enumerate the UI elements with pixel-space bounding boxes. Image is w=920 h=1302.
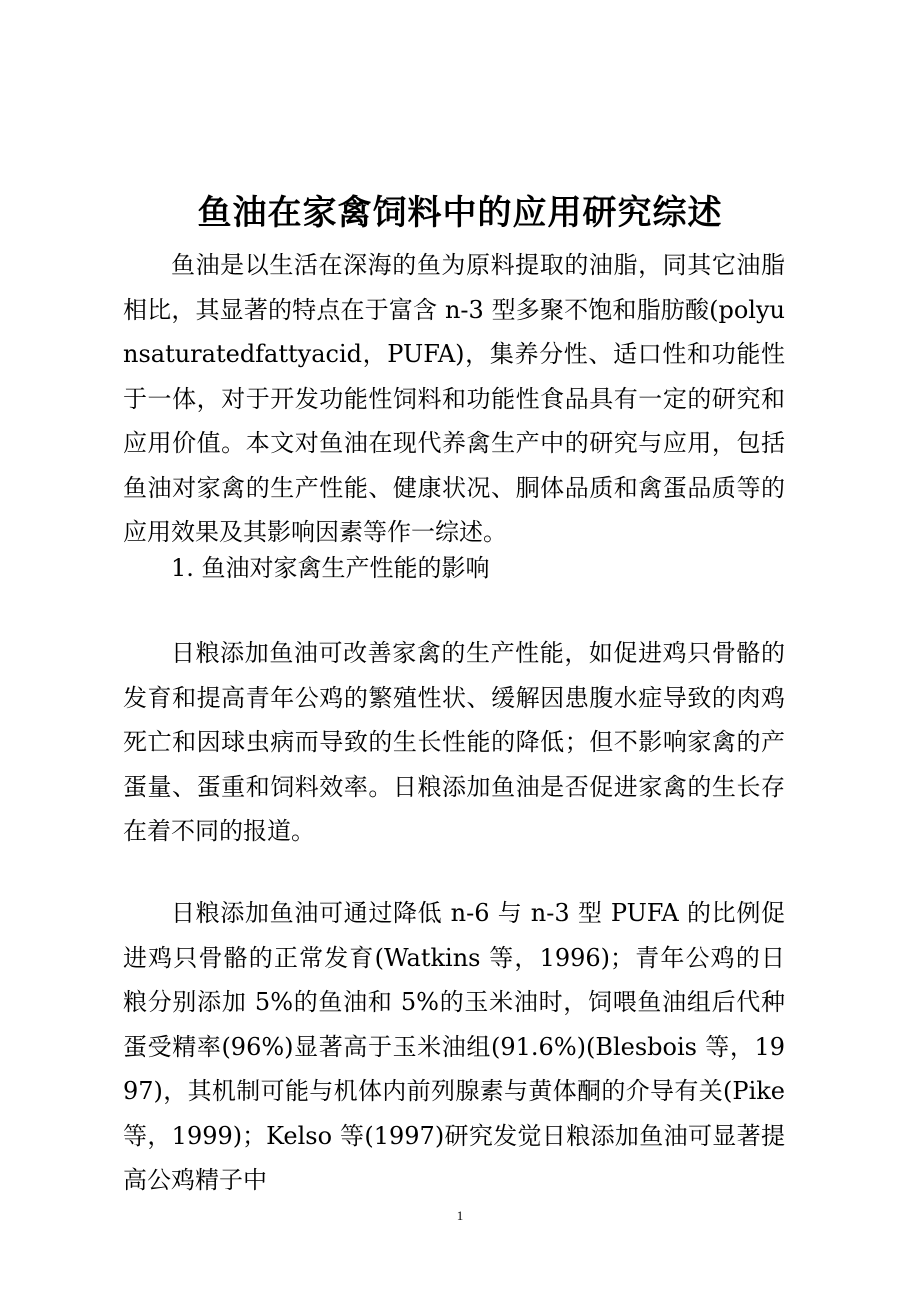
- document-title: 鱼油在家禽饲料中的应用研究综述: [197, 192, 723, 233]
- intro-paragraph: 鱼油是以生活在深海的鱼为原料提取的油脂，同其它油脂相比，其显著的特点在于富含 n-3 型多聚不饱和脂肪酸(polyunsaturatedfattyacid，PUFA)，集养分性、适口性和功能性于一体，对于开发功能性饲料和功能性食品具有一定的研究和应用价值。本文对鱼油在现代养禽生产中的研究与应用，包括鱼油对家禽的生产性能、健康状况、胴体品质和禽蛋品质等的应用效果及其影响因素等作一综述。: [123, 251, 785, 546]
- section-heading: 1. 鱼油对家禽生产性能的影响: [171, 554, 490, 582]
- body-paragraph-2: 日粮添加鱼油可通过降低 n-6 与 n-3 型 PUFA 的比例促进鸡只骨骼的正常发育(Watkins 等，1996)；青年公鸡的日粮分别添加 5%的鱼油和 5%的玉米油时，饲喂鱼油组后代种蛋受精率(96%)显著高于玉米油组(91.6%)(Blesbois 等，1997)，其机制可能与机体内前列腺素与黄体酮的介导有关(Pike 等，1999)；Kelso 等(1997)研究发觉日粮添加鱼油可显著提高公鸡精子中: [123, 899, 785, 1194]
- page-number: 1: [456, 1208, 464, 1223]
- body-paragraph-1: 日粮添加鱼油可改善家禽的生产性能，如促进鸡只骨骼的发育和提高青年公鸡的繁殖性状、缓解因患腹水症导致的肉鸡死亡和因球虫病而导致的生长性能的降低；但不影响家禽的产蛋量、蛋重和饲料效率。日粮添加鱼油是否促进家禽的生长存在着不同的报道。: [123, 639, 785, 845]
